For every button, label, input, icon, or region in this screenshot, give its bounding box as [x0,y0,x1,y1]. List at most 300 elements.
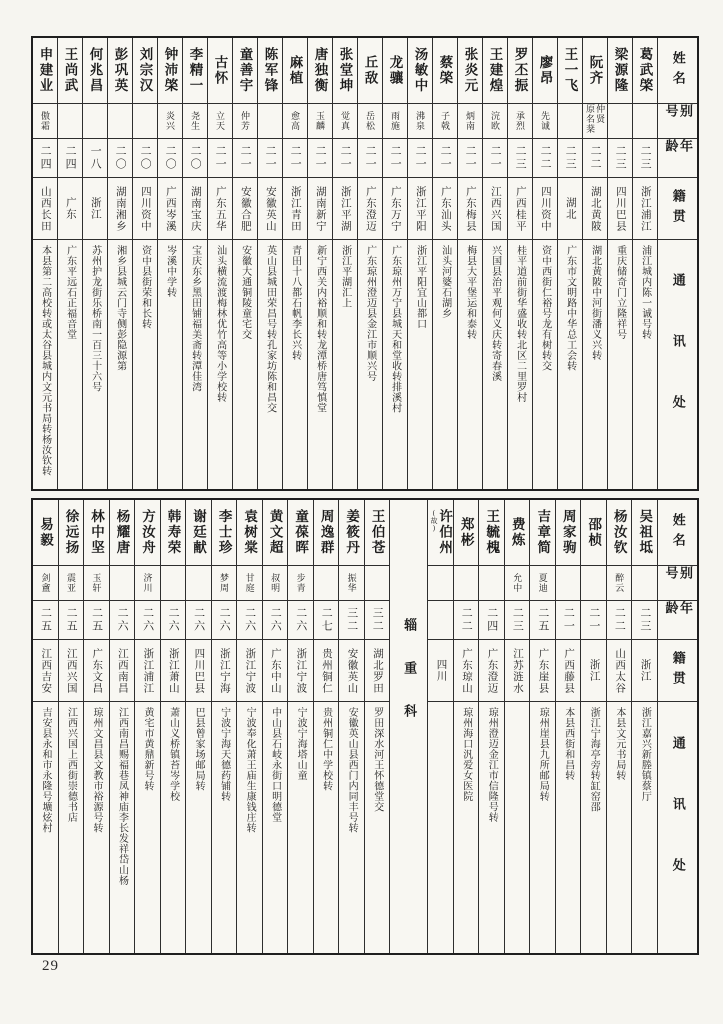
entry-column [364,500,390,953]
alias-cell [58,104,82,139]
name-cell [258,38,282,104]
name-cell-text: 童善宇 [237,47,253,94]
native-cell [59,640,84,702]
alias-cell [108,104,132,139]
native-cell-text: 广东文昌 [91,647,103,694]
name-cell-text: 刘宗汉 [137,47,153,94]
age-cell-text: 二一 [364,145,377,171]
native-cell-text: 浙江宁波 [295,647,307,694]
native-cell-text: 江西兴国 [489,185,501,232]
name-cell-text: 邵桢 [586,517,602,548]
address-cell-text: 广东琼州澄迈县金江市顺兴号 [364,245,376,382]
age-cell [556,601,581,640]
address-cell-text: 湘乡县城云门寺侧彭隐源第 [114,245,126,371]
alias-cell [365,566,390,601]
address-cell [479,702,504,953]
address-cell [58,240,82,489]
address-cell-text: 琼州澄迈金江市信隆号转 [486,707,498,823]
age-cell [33,601,58,640]
age-cell [135,601,160,640]
native-cell-text: 四川巴县 [614,185,626,232]
age-cell [358,139,382,178]
name-cell-text: 彭巩英 [112,47,128,94]
address-cell [212,702,237,953]
alias-cell-text: 仲贤 原名棻 [585,104,606,134]
name-cell-text: 龙骧 [387,55,403,86]
alias-cell [433,104,457,139]
address-cell [33,240,57,489]
age-cell [632,601,657,640]
alias-cell [633,104,657,139]
age-cell-text: 二七 [320,607,333,633]
age-cell [183,139,207,178]
alias-cell [33,104,57,139]
name-cell [632,500,657,566]
age-cell [633,139,657,178]
name-cell [84,500,109,566]
native-cell [258,178,282,240]
native-cell-text: 广东万宁 [389,185,401,232]
entry-column [313,500,339,953]
header-alias [658,104,697,139]
native-cell-text: 江西吉安 [40,647,52,694]
address-cell [454,702,479,953]
native-cell-text: 浙江浦江 [142,647,154,694]
age-cell-text: 二二 [613,607,626,633]
native-cell [33,640,58,702]
age-cell [339,601,364,640]
age-cell-text: 二五 [536,607,549,633]
header-age [658,139,697,178]
address-cell-text: 宝庆东乡黑田铺福美斋转潭佳湾 [189,245,201,392]
name-cell-text: 陈军锋 [262,47,278,94]
entry-column [507,38,532,489]
age-cell-text: 二一 [439,145,452,171]
alias-cell [183,104,207,139]
address-cell [533,240,557,489]
name-cell [383,38,407,104]
native-cell [608,178,632,240]
entry-column [262,500,288,953]
age-cell [59,601,84,640]
entry-column [282,38,307,489]
address-cell [135,702,160,953]
age-cell-text: 二〇 [114,145,127,171]
alias-cell [505,566,530,601]
name-cell [583,38,607,104]
name-cell [633,38,657,104]
age-cell-text: 二六 [167,607,180,633]
age-cell-text: 二六 [116,607,129,633]
address-cell-text: 汕头横流渡梅林优竹高等小学校转 [214,245,226,403]
alias-cell [133,104,157,139]
alias-cell [383,104,407,139]
address-cell [208,240,232,489]
alias-cell [33,566,58,601]
alias-cell [358,104,382,139]
name-cell [508,38,532,104]
native-cell-text: 浙江宁波 [244,647,256,694]
native-cell-text: 广东 [64,197,76,220]
name-cell-text: 周逸群 [318,509,334,556]
address-cell-text: 资中县街荣和长转 [139,245,151,329]
age-cell [158,139,182,178]
alias-cell [583,104,607,139]
address-cell-text: 本县西街和昌转 [562,707,574,781]
native-cell [583,178,607,240]
alias-cell-text: 叔明 [270,573,281,593]
name-cell [186,500,211,566]
address-cell-text: 琼州海口汎爱女医院 [460,707,472,802]
alias-cell [288,566,313,601]
address-cell [633,240,657,489]
name-cell-text: 何兆昌 [87,47,103,94]
entry-column [107,38,132,489]
native-cell [408,178,432,240]
address-cell [581,702,606,953]
age-cell-text: 二三 [514,145,527,171]
address-cell [333,240,357,489]
native-cell-text: 江西兴国 [65,647,77,694]
alias-cell-text: 炳南 [465,111,476,131]
age-cell [308,139,332,178]
alias-cell [608,104,632,139]
address-cell-text: 中山县石岐永街口明德堂 [269,707,281,823]
name-cell-text: 王一飞 [562,47,578,94]
entry-column [504,500,530,953]
native-cell [161,640,186,702]
name-cell-text: 周家驹 [560,509,576,556]
native-cell [607,640,632,702]
name-cell [108,38,132,104]
native-cell [183,178,207,240]
native-cell-text: 湖北黄陂 [589,185,601,232]
name-cell-text: 谢廷献 [191,509,207,556]
entry-column [287,500,313,953]
name-cell [408,38,432,104]
alias-cell [483,104,507,139]
native-cell-text: 广东五华 [214,185,226,232]
native-cell-text: 山西长田 [39,185,51,232]
name-cell-text: 李士珍 [216,509,232,556]
address-cell-text: 重庆储奇门立隆祥号 [614,245,626,340]
alias-cell-text: 甘庭 [244,573,255,593]
native-cell [233,178,257,240]
age-cell-text: 二六 [192,607,205,633]
address-cell-text: 本县第二高校转或太谷县城内文元书局转杨汝钦转 [39,245,51,476]
native-cell-text: 广西岑溪 [164,185,176,232]
entry-column [332,38,357,489]
name-cell [365,500,390,566]
name-cell-text: 韩寿荣 [165,509,181,556]
native-cell-text: 四川巴县 [193,647,205,694]
name-cell [59,500,84,566]
native-cell [135,640,160,702]
age-cell [237,601,262,640]
entry-column [58,500,84,953]
age-cell-text: 二三 [511,607,524,633]
age-cell-text: 二五 [90,607,103,633]
alias-cell [283,104,307,139]
name-cell-text: 古怀 [212,55,228,86]
alias-cell [458,104,482,139]
header-name-label: 姓名 [670,512,686,553]
native-cell-text: 湖南湘乡 [114,185,126,232]
alias-cell-text: 震亚 [65,573,76,593]
age-cell-text: 二一 [414,145,427,171]
alias-cell [158,104,182,139]
name-cell [333,38,357,104]
address-cell-text: 江西兴国上西街崇德书店 [65,707,77,823]
alias-cell-text: 玉麟 [315,111,326,131]
entry-column [407,38,432,489]
entry-column [582,38,607,489]
address-cell [558,240,582,489]
address-cell-text: 广东平远石正福音堂 [64,245,76,340]
native-cell [84,640,109,702]
address-cell [183,240,207,489]
address-cell-text: 黄宅市黄鼎新号转 [142,707,154,791]
address-cell [433,240,457,489]
address-cell-text: 巴县曾家场邮局转 [193,707,205,791]
address-cell-text: 安徽大通铜陵童宅交 [239,245,251,340]
age-cell [33,139,57,178]
native-cell-text: 江苏涟水 [512,647,524,694]
entry-column [33,38,57,489]
name-cell [183,38,207,104]
name-cell-text: 张堂坤 [337,47,353,94]
age-cell [383,139,407,178]
native-cell-text: 四川 [435,659,447,682]
age-cell [483,139,507,178]
address-cell-text: 安徽英山县西门内同丰号转 [346,707,358,833]
native-cell [339,640,364,702]
entry-column [453,500,479,953]
alias-cell-text: 尧生 [190,111,201,131]
native-cell-text: 广东琼山 [461,647,472,694]
address-cell-text: 浙江宁海亭旁转缸窑邵 [588,707,600,812]
age-cell [283,139,307,178]
name-cell [110,500,135,566]
age-cell-text: 二六 [218,607,231,633]
age-cell [314,601,339,640]
address-cell-text: 浦江城内陈一诚号转 [639,245,651,340]
native-cell-text: 浙江萧山 [167,647,179,694]
age-cell-text: 二三 [564,145,577,171]
native-cell-text: 安徽英山 [346,647,358,694]
age-cell-text: 二三 [638,607,651,633]
entry-column [207,38,232,489]
name-cell-text: 王尚武 [62,47,78,94]
native-cell-text: 浙江 [89,197,101,220]
alias-cell [607,566,632,601]
native-cell-text: 广西藤县 [563,647,575,694]
address-cell-text: 江西南昌赐福巷凤神庙李长发祥岱山杨 [116,707,128,886]
age-cell [108,139,132,178]
address-cell-text: 浙江平阳宜山都口 [414,245,426,329]
age-cell-text: 二四 [485,607,498,633]
address-cell [158,240,182,489]
alias-cell [84,566,109,601]
age-cell-text: 二二 [539,145,552,171]
address-cell-text: 罗田深水河王怀德堂交 [371,707,383,812]
alias-cell-text: 步青 [295,573,306,593]
alias-cell-text: 傲霜 [40,111,51,131]
deceased-note: (故) [429,509,438,533]
address-cell [186,702,211,953]
native-cell-text: 广东澄迈 [486,647,498,694]
name-cell-text: 袁树棠 [242,509,258,556]
section-divider-cell [390,500,427,953]
alias-cell [212,566,237,601]
native-cell [633,178,657,240]
address-cell [483,240,507,489]
age-cell-text: 二六 [294,607,307,633]
entry-column [134,500,160,953]
name-cell-text: 廖昂 [537,55,553,86]
alias-cell-text: 仲芳 [240,111,251,131]
header-native-label: 籍贯 [670,650,686,691]
native-cell-text: 浙江平阳 [414,185,426,232]
name-cell [428,500,453,566]
header-age-label: 年龄 [663,139,694,159]
alias-cell-text: 沸泉 [415,111,426,131]
address-cell-text: 汕头河婆石湖乡 [439,245,451,319]
address-cell [110,702,135,953]
native-cell [333,178,357,240]
name-cell [308,38,332,104]
name-cell-text: 姜筱丹 [344,509,360,556]
alias-cell-text: 振华 [346,573,357,593]
address-cell [133,240,157,489]
address-cell-text: 浙江嘉兴新塍镇蔡厅 [639,707,651,802]
name-cell [556,500,581,566]
age-cell [458,139,482,178]
header-address-label: 通讯处 [670,736,686,919]
name-cell [135,500,160,566]
native-cell [283,178,307,240]
alias-cell-text: 先诚 [540,111,551,131]
alias-cell-text: 觉真 [340,111,351,131]
age-cell-text: 二一 [239,145,252,171]
header-address [658,240,697,489]
name-cell [283,38,307,104]
native-cell [83,178,107,240]
name-cell-text: 罗丕振 [512,47,528,94]
age-cell [530,601,555,640]
alias-cell-text: 剑盦 [40,573,51,593]
native-cell [454,640,479,702]
native-cell-text: 广东崖县 [537,647,549,694]
alias-cell [208,104,232,139]
name-cell [479,500,504,566]
name-cell [212,500,237,566]
address-cell [258,240,282,489]
entry-column [185,500,211,953]
entry-column [257,38,282,489]
address-cell [237,702,262,953]
native-cell [581,640,606,702]
name-cell [458,38,482,104]
address-cell [108,240,132,489]
native-cell-text: 浙江青田 [289,185,301,232]
address-cell-text: 琼州崖县九所邮局转 [537,707,549,802]
alias-cell-text: 玉轩 [91,573,102,593]
header-native [658,640,697,702]
name-cell-text: 郑彬 [458,517,474,548]
alias-cell [161,566,186,601]
entry-column [557,38,582,489]
alias-cell-text: 济川 [142,573,153,593]
native-cell-text: 浙江 [588,659,600,682]
age-cell [233,139,257,178]
address-cell-text: 广东琼州万宁县城天和堂收转排溪村 [389,245,401,413]
address-cell-text: 桂平道前街华盛收转北区二里罗村 [514,245,526,403]
alias-cell [558,104,582,139]
name-cell [358,38,382,104]
entry-column [532,38,557,489]
entry-column [57,38,82,489]
address-cell-text: 宁波宁海天德药铺转 [218,707,230,802]
address-cell [458,240,482,489]
alias-cell [333,104,357,139]
age-cell [454,601,479,640]
alias-cell [314,566,339,601]
alias-cell [83,104,107,139]
age-cell [583,139,607,178]
address-cell [608,240,632,489]
native-cell [358,178,382,240]
native-cell-text: 安徽英山 [264,185,276,232]
name-cell [454,500,479,566]
native-cell-text: 湖南宝庆 [189,185,201,232]
address-cell [161,702,186,953]
header-native-label: 籍贯 [670,188,686,229]
age-cell [505,601,530,640]
age-cell-text: 二五 [65,607,78,633]
native-cell [483,178,507,240]
alias-cell [233,104,257,139]
native-cell [33,178,57,240]
entry-column [382,38,407,489]
age-cell [212,601,237,640]
header-name-label: 姓名 [670,50,686,91]
alias-cell-text: 立天 [215,111,226,131]
native-cell-text: 广东梅县 [464,185,476,232]
entry-column [607,38,632,489]
native-cell [212,640,237,702]
age-cell-text: 二二 [460,607,473,633]
age-cell [161,601,186,640]
native-cell-text: 湖北 [564,197,576,220]
age-cell [608,139,632,178]
address-cell-text: 英山县城田荣昌号转孔家坊陈和昌交 [264,245,276,413]
name-cell-text: 王伯苍 [369,509,385,556]
alias-cell [479,566,504,601]
address-cell-text: 广东市文明路中华总工会转 [564,245,576,371]
address-cell [408,240,432,489]
address-cell [505,702,530,953]
name-cell-text: 葛武棨 [637,47,653,94]
age-cell [333,139,357,178]
name-cell [339,500,364,566]
address-cell [428,702,453,953]
native-cell-text: 四川资中 [139,185,151,232]
entry-column [432,38,457,489]
name-cell [530,500,555,566]
alias-cell-text: 醉云 [614,573,625,593]
age-cell [508,139,532,178]
